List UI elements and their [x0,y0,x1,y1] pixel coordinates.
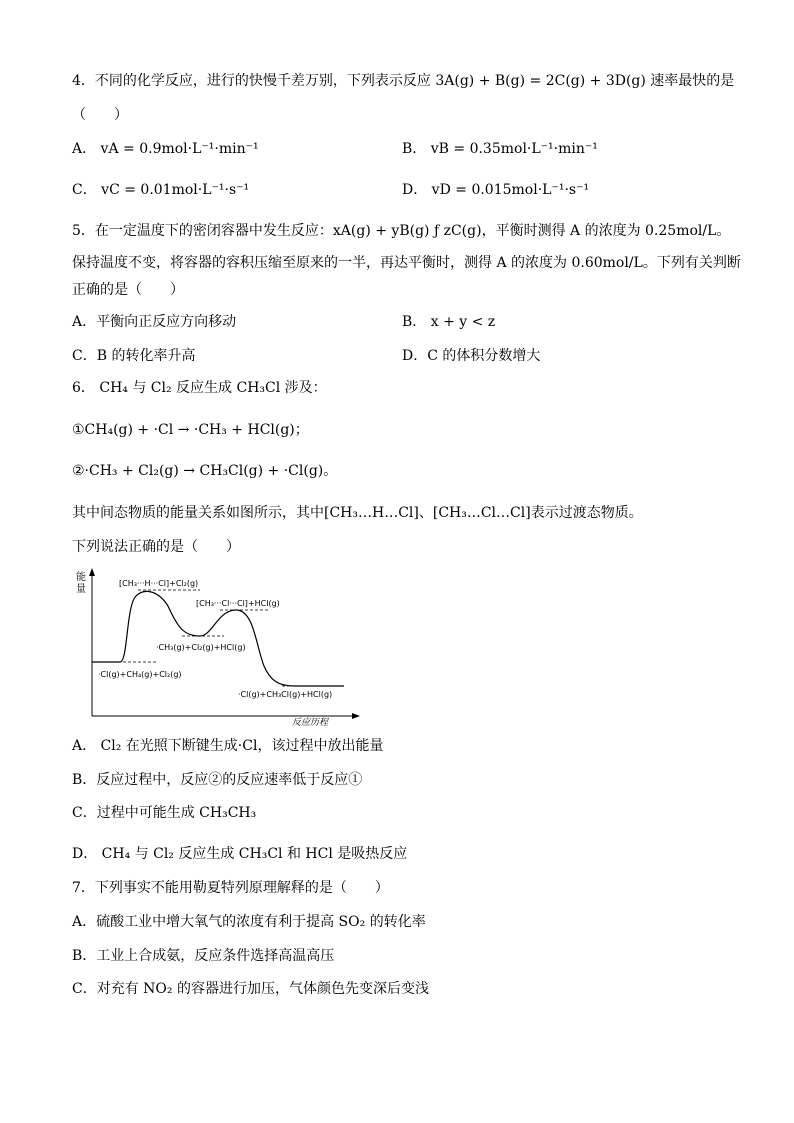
x-axis-label: 反应历程 [292,718,329,726]
mid-label: ·CH₃(g)+Cl₂(g)+HCl(g) [156,643,246,652]
q6-option-c: C．过程中可能生成 CH₃CH₃ [72,805,257,821]
q5-option-b: B． x + y < z [402,314,496,330]
q6-line2: 其中间态物质的能量关系如图所示，其中[CH₃…H…Cl]、[CH₃…Cl…Cl]表示过渡态物质。 [72,505,643,521]
q4-option-a: A． vA = 0.9mol·L⁻¹·min⁻¹ [72,141,259,157]
q5-option-a: A．平衡向正反应方向移动 [72,314,237,330]
q7-option-b: B．工业上合成氨，反应条件选择高温高压 [72,948,335,964]
q7-line1: 7．下列事实不能用勒夏特列原理解释的是（ ） [72,880,389,896]
q6-step2: ②·CH₃ + Cl₂(g) → CH₃Cl(g) + ·Cl(g)。 [72,463,338,479]
y-axis-label-2: 量 [76,584,86,595]
end-label: ·Cl(g)+CH₃Cl(g)+HCl(g) [238,690,333,699]
q6-line3: 下列说法正确的是（ ） [72,539,240,555]
q4-blank: （ ） [72,107,128,123]
q6-option-d: D． CH₄ 与 Cl₂ 反应生成 CH₃Cl 和 HCl 是吸热反应 [72,846,408,862]
q7-option-c: C．对充有 NO₂ 的容器进行加压，气体颜色先变深后变浅 [72,981,429,997]
start-label: ·Cl(g)+CH₄(g)+Cl₂(g) [98,670,182,679]
ts1-label: [CH₃···H···Cl]+Cl₂(g) [119,579,199,588]
q4-option-c: C． vC = 0.01mol·L⁻¹·s⁻¹ [72,182,250,198]
q6-option-a: A． Cl₂ 在光照下断键生成·Cl，该过程中放出能量 [72,738,384,754]
q5-option-c: C．B 的转化率升高 [72,348,196,364]
q5-line2: 保持温度不变，将容器的容积压缩至原来的一半，再达平衡时，测得 A 的浓度为 0.60mol/L。下列有关判断 [72,255,741,271]
q6-option-b: B．反应过程中，反应②的反应速率低于反应① [72,772,363,788]
x-axis-arrow [352,713,360,719]
q4-option-b: B． vB = 0.35mol·L⁻¹·min⁻¹ [402,141,598,157]
q4-option-d: D． vD = 0.015mol·L⁻¹·s⁻¹ [402,182,590,198]
q4-stem: 4．不同的化学反应，进行的快慢千差万别，下列表示反应 3A(g) + B(g) = 2C(g) + 3D(g) 速率最快的是 [72,73,735,89]
q5-option-d: D．C 的体积分数增大 [402,348,541,364]
q5-line3: 正确的是（ ） [72,282,184,298]
y-axis-arrow [89,568,95,576]
q7-option-a: A．硫酸工业中增大氧气的浓度有利于提高 SO₂ 的转化率 [72,914,426,930]
ts2-label: [CH₃···Cl···Cl]+HCl(g) [196,599,280,608]
energy-profile-diagram [72,566,362,726]
q6-step1: ①CH₄(g) + ·Cl → ·CH₃ + HCl(g)； [72,422,309,438]
y-axis-label-1: 能 [76,572,86,583]
q6-line1: 6． CH₄ 与 Cl₂ 反应生成 CH₃Cl 涉及： [72,380,327,396]
q5-line1: 5．在一定温度下的密闭容器中发生反应：xA(g) + yB(g) ƒ zC(g)，平衡时测得 A 的浓度为 0.25mol/L。 [72,223,731,239]
